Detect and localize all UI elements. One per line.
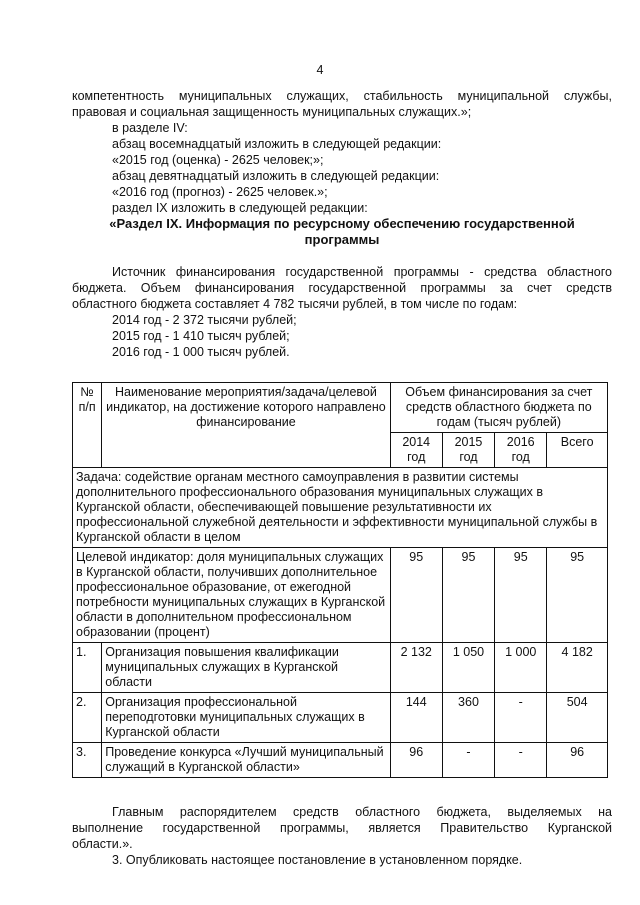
table-row <box>73 643 608 693</box>
financing-year: 2015 год - 1 410 тысяч рублей; <box>112 329 290 343</box>
amendment-line: «2015 год (оценка) - 2625 человек;»; <box>112 153 324 167</box>
header-volume: Объем финансирования за счет средств областного бюджета по годам (тысяч рублей) <box>390 383 607 433</box>
row-num: 2. <box>73 693 102 743</box>
amendment-line: «2016 год (прогноз) - 2625 человек.»; <box>112 185 328 199</box>
budget-table <box>72 382 608 778</box>
row-2015: 1 050 <box>442 643 494 693</box>
header-num: № п/п <box>73 383 102 468</box>
indicator-2015: 95 <box>442 548 494 643</box>
row-2014: 2 132 <box>390 643 442 693</box>
header-name: Наименование мероприятия/задача/целевой индикатор, на достижение которого направлено финансирование <box>102 383 390 468</box>
row-total: 504 <box>547 693 608 743</box>
financing-year: 2014 год - 2 372 тысячи рублей; <box>112 313 297 327</box>
task-cell: Задача: содействие органам местного самоуправления в развитии системы дополнительного профессионального образования муниципальных служащих в Курганской области, обеспечивающей повышение результативности их профессиональной служебной деятельности и эффективности муниципальной службы в Курганской области в целом <box>73 468 608 548</box>
closing-line-1: Главным распорядителем средств областного бюджета, выделяемых на <box>112 805 612 819</box>
header-year-2016: 2016 год <box>495 433 547 468</box>
header-year-2014: 2014 год <box>390 433 442 468</box>
section-heading-line-1: «Раздел IX. Информация по ресурсному обеспечению государственной <box>109 216 575 231</box>
section-heading-line-2: программы <box>304 232 380 247</box>
page-number: 4 <box>316 63 324 77</box>
intro-line-2: правовая и социальная защищенность муниципальных служащих.»; <box>72 105 472 119</box>
row-2014: 96 <box>390 743 442 778</box>
amendment-line: раздел IX изложить в следующей редакции: <box>112 201 368 215</box>
indicator-total: 95 <box>547 548 608 643</box>
row-num: 3. <box>73 743 102 778</box>
amendment-line: в разделе IV: <box>112 121 188 135</box>
row-total: 4 182 <box>547 643 608 693</box>
task-row <box>73 468 608 548</box>
row-2016: - <box>495 743 547 778</box>
row-total: 96 <box>547 743 608 778</box>
table-row <box>73 743 608 778</box>
closing-line-2: выполнение государственной программы, является Правительство Курганской <box>72 821 612 835</box>
row-2015: 360 <box>442 693 494 743</box>
row-name: Организация профессиональной переподготовки муниципальных служащих в Курганской области <box>102 693 390 743</box>
indicator-2016: 95 <box>495 548 547 643</box>
indicator-2014: 95 <box>390 548 442 643</box>
row-num: 1. <box>73 643 102 693</box>
table-row <box>73 693 608 743</box>
row-2016: 1 000 <box>495 643 547 693</box>
financing-year: 2016 год - 1 000 тысяч рублей. <box>112 345 290 359</box>
financing-line-3: областного бюджета составляет 4 782 тысячи рублей, в том числе по годам: <box>72 297 518 311</box>
indicator-text: Целевой индикатор: доля муниципальных служащих в Курганской области, получивших дополнительное профессиональное образование, от ежегодной потребности муниципальных служащих в Курганской области в дополнительном профессиональном образовании (процент) <box>73 548 391 643</box>
intro-line-1: компетентность муниципальных служащих, стабильность муниципальной службы, <box>72 89 612 103</box>
row-2015: - <box>442 743 494 778</box>
header-year-2015: 2015 год <box>442 433 494 468</box>
amendment-line: абзац восемнадцатый изложить в следующей редакции: <box>112 137 442 151</box>
closing-item-3: 3. Опубликовать настоящее постановление в установленном порядке. <box>112 853 523 867</box>
row-2016: - <box>495 693 547 743</box>
row-name: Проведение конкурса «Лучший муниципальный служащий в Курганской области» <box>102 743 390 778</box>
document-body <box>72 88 612 868</box>
table-header-row <box>73 383 608 433</box>
amendment-line: абзац девятнадцатый изложить в следующей редакции: <box>112 169 440 183</box>
closing-line-3: области.». <box>72 837 133 851</box>
row-2014: 144 <box>390 693 442 743</box>
financing-line-2: бюджета. Объем финансирования государственной программы за счет средств <box>72 281 612 295</box>
financing-line-1: Источник финансирования государственной программы - средства областного <box>112 265 612 279</box>
header-total: Всего <box>547 433 608 468</box>
row-name: Организация повышения квалификации муниципальных служащих в Курганской области <box>102 643 390 693</box>
indicator-row <box>73 548 608 643</box>
